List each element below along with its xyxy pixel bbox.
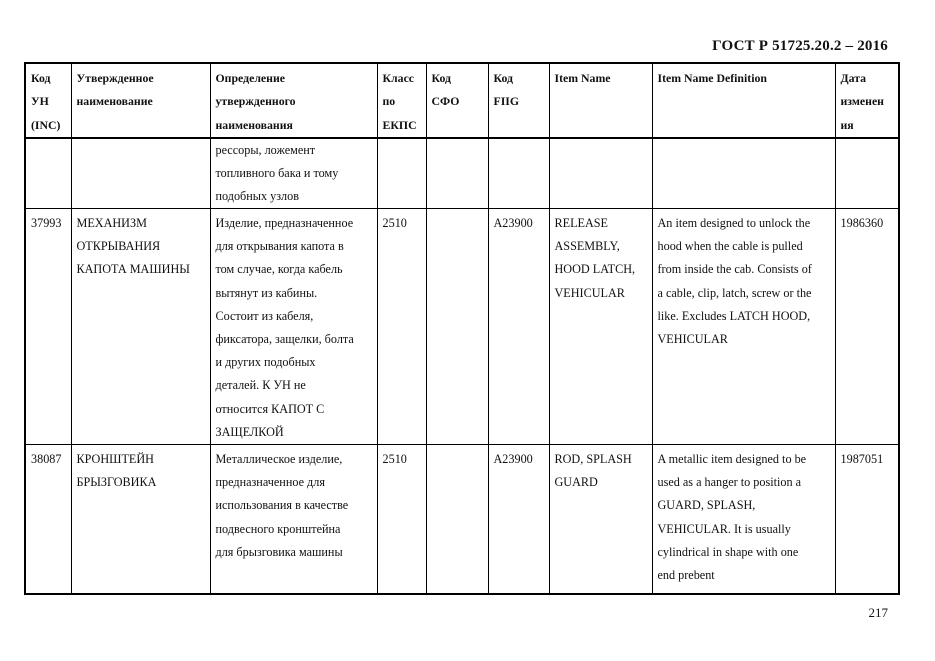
cell-item-definition: A metallic item designed to be used as a hanger to position a GUARD, SPLASH, VEHICULAR. It is usually cylindrical in shape with one end prebent xyxy=(652,445,835,595)
cell-definition: Металлическое изделие, предназначенное для использования в качестве подвесного кронштейна для брызговика машины xyxy=(210,445,377,595)
cell-item-definition xyxy=(652,138,835,209)
cell-item-name xyxy=(549,138,652,209)
cell-item-definition: An item designed to unlock the hood when the cable is pulled from inside the cab. Consists of a cable, clip, latch, screw or the like. Excludes LATCH HOOD, VEHICULAR xyxy=(652,209,835,445)
cell-name xyxy=(71,138,210,209)
cell-definition: рессоры, ложемент топливного бака и тому подобных узлов xyxy=(210,138,377,209)
cell-sfo xyxy=(426,445,488,595)
header-class: Класс по ЕКПС xyxy=(377,63,426,138)
table-row xyxy=(25,445,899,595)
header-fiig: Код FIIG xyxy=(488,63,549,138)
cell-fiig: A23900 xyxy=(488,445,549,595)
cell-sfo xyxy=(426,209,488,445)
cell-fiig: A23900 xyxy=(488,209,549,445)
cell-date: 1987051 xyxy=(835,445,899,595)
cell-name: МЕХАНИЗМ ОТКРЫВАНИЯ КАПОТА МАШИНЫ xyxy=(71,209,210,445)
cell-class: 2510 xyxy=(377,209,426,445)
cell-item-name: ROD, SPLASH GUARD xyxy=(549,445,652,595)
cell-class xyxy=(377,138,426,209)
document-title: ГОСТ Р 51725.20.2 – 2016 xyxy=(712,38,888,54)
header-approved-name: Утвержденное наименование xyxy=(71,63,210,138)
header-sfo: Код СФО xyxy=(426,63,488,138)
cell-code xyxy=(25,138,71,209)
cell-date xyxy=(835,138,899,209)
table-row xyxy=(25,209,899,445)
cell-item-name: RELEASE ASSEMBLY, HOOD LATCH, VEHICULAR xyxy=(549,209,652,445)
header-item-name-definition: Item Name Definition xyxy=(652,63,835,138)
cell-code: 37993 xyxy=(25,209,71,445)
table-row xyxy=(25,138,899,209)
cell-definition: Изделие, предназначенное для открывания капота в том случае, когда кабель вытянут из кабины. Состоит из кабеля, фиксатора, защелки, болта и других подобных деталей. К УН не относится КАПОТ С ЗАЩЕЛКОЙ xyxy=(210,209,377,445)
page-number: 217 xyxy=(868,605,888,620)
cell-date: 1986360 xyxy=(835,209,899,445)
header-item-name: Item Name xyxy=(549,63,652,138)
cell-name: КРОНШТЕЙН БРЫЗГОВИКА xyxy=(71,445,210,595)
cell-code: 38087 xyxy=(25,445,71,595)
cell-fiig xyxy=(488,138,549,209)
cell-sfo xyxy=(426,138,488,209)
table-header-row xyxy=(25,63,899,138)
header-date: Дата изменен ия xyxy=(835,63,899,138)
cell-class: 2510 xyxy=(377,445,426,595)
catalog-table xyxy=(24,62,900,595)
header-definition: Определение утвержденного наименования xyxy=(210,63,377,138)
header-code-un: Код УН (INC) xyxy=(25,63,71,138)
